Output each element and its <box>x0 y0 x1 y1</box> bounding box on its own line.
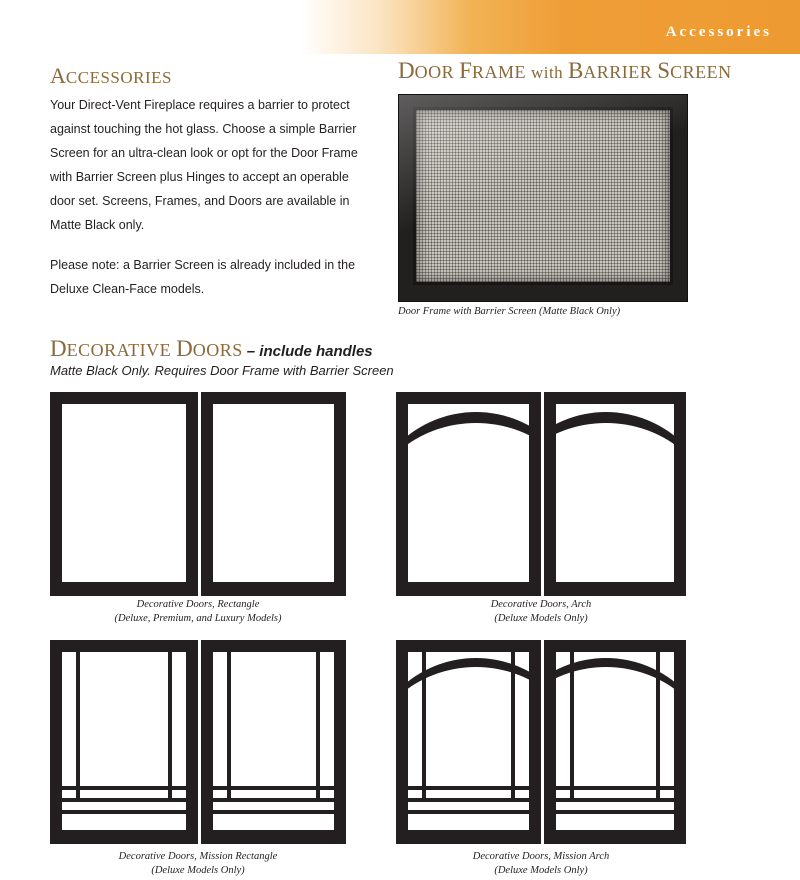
arch-sweep <box>541 404 674 464</box>
dd-heading-rest-1: ECORATIVE <box>66 340 177 360</box>
muntin-vertical <box>168 652 172 802</box>
accessories-heading-rest: CCESSORIES <box>65 68 172 87</box>
door-leaf-left <box>50 392 198 596</box>
muntin-horizontal <box>408 798 529 802</box>
dd-heading-cap-2: D <box>176 336 193 361</box>
arch-sweep <box>541 652 674 710</box>
door-leaf-left <box>50 640 198 844</box>
glass-pane <box>213 404 334 582</box>
accessories-heading <box>50 63 172 89</box>
door-leaf-right <box>198 392 346 596</box>
door-frame-photo-caption: Door Frame with Barrier Screen (Matte Black Only) <box>398 306 621 317</box>
decorative-doors-rectangle <box>50 392 346 596</box>
muntin-vertical <box>656 652 660 802</box>
decorative-doors-mission-rectangle-caption: Decorative Doors, Mission Rectangle (Deluxe Models Only) <box>118 851 278 876</box>
page-header-band <box>0 0 800 54</box>
muntin-horizontal <box>213 810 334 814</box>
door-leaf-right <box>198 640 346 844</box>
muntin-horizontal <box>556 798 674 802</box>
dd-heading-suffix: – include handles <box>246 343 373 360</box>
decorative-doors-subheading: Matte Black Only. Requires Door Frame with Barrier Screen <box>50 363 394 378</box>
page-header-title: Accessories <box>665 24 772 40</box>
decorative-doors-mission-arch-caption: Decorative Doors, Mission Arch (Deluxe Models Only) <box>472 851 610 876</box>
accessories-paragraph-2: Please note: a Barrier Screen is already included in the Deluxe Clean-Face models. <box>50 258 356 296</box>
door-leaf-right <box>541 392 686 596</box>
muntin-vertical <box>316 652 320 802</box>
muntin-vertical <box>227 652 231 802</box>
dd-heading-cap-1: D <box>50 336 67 361</box>
accessories-heading-cap: A <box>50 63 66 88</box>
muntin-horizontal <box>556 810 674 814</box>
decorative-doors-arch <box>396 392 686 596</box>
door-frame-with-barrier-screen-photo <box>398 94 688 302</box>
muntin-horizontal <box>213 798 334 802</box>
muntin-horizontal <box>62 786 186 790</box>
muntin-horizontal <box>408 810 529 814</box>
muntin-horizontal <box>62 798 186 802</box>
barrier-screen-mesh <box>413 107 673 285</box>
glass-pane <box>62 404 186 582</box>
door-leaf-left <box>396 640 541 844</box>
door-leaf-left <box>396 392 541 596</box>
dd-heading-rest-2: OORS <box>192 340 243 360</box>
accessories-paragraph-1: Your Direct-Vent Fireplace requires a barrier to protect against touching the hot glass. Choose a simple Barrier Screen for an ultra-clean look or opt for the Door Frame with Barrier Screen plus Hinges to accept an operable door set. Screens, Frames, and Doors are available in Matte Black only. <box>50 98 358 232</box>
arch-sweep <box>408 652 541 710</box>
muntin-horizontal <box>408 786 529 790</box>
decorative-doors-arch-caption: Decorative Doors, Arch (Deluxe Models Only) <box>490 599 592 624</box>
decorative-doors-mission-arch <box>396 640 686 844</box>
muntin-horizontal <box>556 786 674 790</box>
decorative-doors-rectangle-caption: Decorative Doors, Rectangle (Deluxe, Premium, and Luxury Models) <box>114 599 282 624</box>
muntin-horizontal <box>62 810 186 814</box>
door-leaf-right <box>541 640 686 844</box>
door-frame-section-heading: DOOR FRAME with BARRIER SCREEN <box>398 58 732 83</box>
muntin-vertical <box>570 652 574 802</box>
muntin-vertical <box>511 652 515 802</box>
accessories-body <box>50 93 375 317</box>
muntin-vertical <box>76 652 80 802</box>
muntin-horizontal <box>213 786 334 790</box>
decorative-doors-heading <box>50 336 373 362</box>
decorative-doors-mission-rectangle <box>50 640 346 844</box>
muntin-vertical <box>422 652 426 802</box>
arch-sweep <box>408 404 541 464</box>
